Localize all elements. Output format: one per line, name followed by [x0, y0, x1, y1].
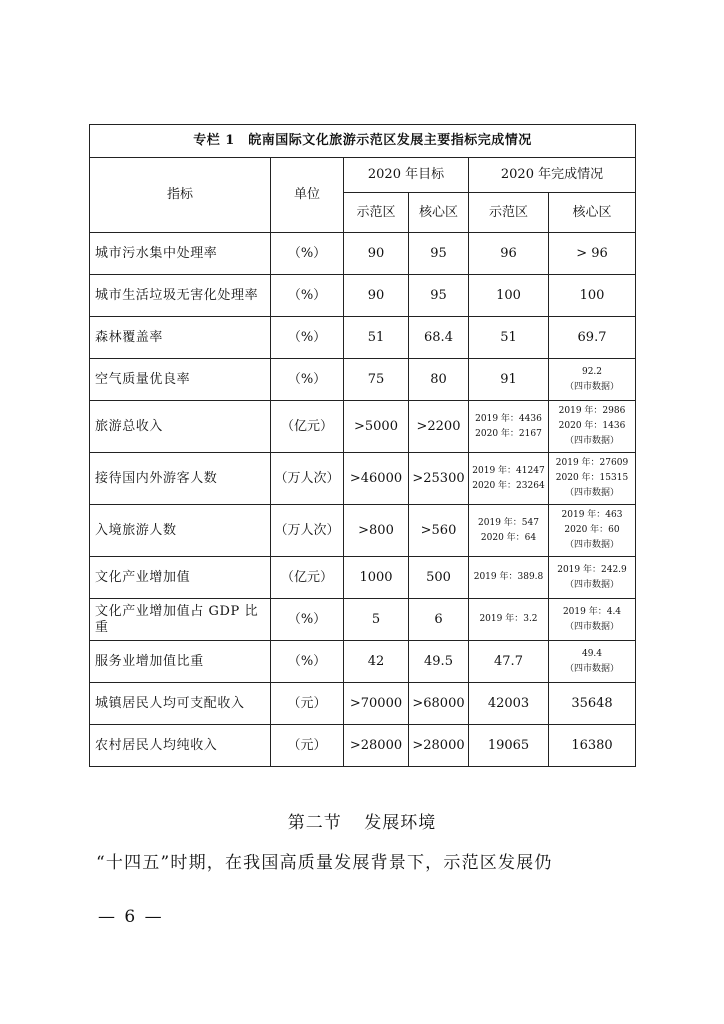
table-row: [90, 317, 636, 359]
target-demo-cell: 1000: [344, 557, 409, 599]
table-row: [90, 641, 636, 683]
header-2020-target: 2020 年目标: [344, 158, 469, 193]
unit-cell: （%）: [271, 233, 344, 275]
table-row: [90, 557, 636, 599]
actual-core-cell: [549, 359, 636, 401]
target-core-cell: 6: [409, 599, 469, 641]
unit-cell: （%）: [271, 641, 344, 683]
actual-demo-cell: [469, 275, 549, 317]
header-unit: 单位: [271, 158, 344, 233]
target-demo-cell: 90: [344, 275, 409, 317]
target-core-cell: 95: [409, 275, 469, 317]
indicator-cell: 城市生活垃圾无害化处理率: [90, 275, 271, 317]
cell-line: 42003: [487, 695, 530, 711]
header-actual-core-zone: 核心区: [549, 193, 636, 233]
target-demo-cell: 51: [344, 317, 409, 359]
cell-line: 2020 年：60: [564, 525, 620, 535]
indicator-table: [89, 124, 636, 767]
cell-line: 2019 年：3.2: [479, 614, 538, 624]
cell-line: 100: [579, 287, 605, 303]
cell-line: 16380: [571, 737, 613, 753]
actual-demo-cell: [469, 317, 549, 359]
cell-line: 2020 年：1436: [558, 421, 626, 431]
table-row: [90, 275, 636, 317]
cell-line: 49.4: [581, 648, 603, 659]
actual-core-cell: [549, 599, 636, 641]
actual-demo-cell: [469, 505, 549, 557]
target-core-cell: >28000: [409, 725, 469, 767]
indicator-cell: 空气质量优良率: [90, 359, 271, 401]
cell-line: 96: [500, 245, 517, 261]
actual-core-cell: [549, 453, 636, 505]
actual-demo-cell: [469, 725, 549, 767]
header-indicator: 指标: [90, 158, 271, 233]
target-demo-cell: >46000: [344, 453, 409, 505]
cell-line: （四市数据）: [565, 621, 620, 632]
header-target-demo-zone: 示范区: [344, 193, 409, 233]
table-row: [90, 359, 636, 401]
actual-core-cell: [549, 505, 636, 557]
cell-line: 2020 年：2167: [475, 428, 542, 439]
unit-cell: （%）: [271, 317, 344, 359]
cell-line: （四市数据）: [565, 436, 620, 446]
actual-demo-cell: [469, 233, 549, 275]
table-row: [90, 725, 636, 767]
target-demo-cell: 42: [344, 641, 409, 683]
indicator-cell: 文化产业增加值占 GDP 比重: [90, 599, 271, 641]
body-paragraph: “十四五”时期，在我国高质量发展背景下，示范区发展仍: [96, 853, 553, 873]
actual-demo-cell: [469, 683, 549, 725]
header-actual-demo-zone: 示范区: [469, 193, 549, 233]
table-row: [90, 505, 636, 557]
cell-line: > 96: [576, 245, 608, 261]
section-number: 第二节: [287, 813, 342, 833]
cell-line: 19065: [487, 737, 530, 753]
target-demo-cell: 5: [344, 599, 409, 641]
cell-line: 35648: [571, 695, 613, 711]
cell-line: 91: [500, 371, 517, 387]
target-core-cell: >68000: [409, 683, 469, 725]
indicator-cell: 森林覆盖率: [90, 317, 271, 359]
table-row: [90, 233, 636, 275]
target-core-cell: 80: [409, 359, 469, 401]
actual-core-cell: [549, 275, 636, 317]
actual-core-cell: [549, 683, 636, 725]
target-core-cell: >560: [409, 505, 469, 557]
target-core-cell: >2200: [409, 401, 469, 453]
table-row: [90, 401, 636, 453]
table-row: [90, 683, 636, 725]
cell-line: 2020 年：15315: [555, 473, 629, 483]
actual-demo-cell: [469, 599, 549, 641]
cell-line: 2020 年：64: [480, 532, 537, 543]
target-core-cell: 68.4: [409, 317, 469, 359]
indicator-cell: 入境旅游人数: [90, 505, 271, 557]
unit-cell: （元）: [271, 725, 344, 767]
actual-demo-cell: [469, 453, 549, 505]
actual-demo-cell: [469, 557, 549, 599]
indicator-cell: 文化产业增加值: [90, 557, 271, 599]
cell-line: （四市数据）: [565, 579, 620, 590]
target-demo-cell: 90: [344, 233, 409, 275]
unit-cell: （亿元）: [271, 401, 344, 453]
indicator-cell: 服务业增加值比重: [90, 641, 271, 683]
cell-line: 2019 年：4436: [475, 413, 542, 424]
section-title: 发展环境: [364, 813, 437, 833]
unit-cell: （万人次）: [271, 505, 344, 557]
section-heading: [0, 808, 724, 833]
target-demo-cell: >28000: [344, 725, 409, 767]
indicator-cell: 城市污水集中处理率: [90, 233, 271, 275]
cell-line: 2019 年：242.9: [557, 564, 627, 575]
header-2020-actual: 2020 年完成情况: [469, 158, 636, 193]
unit-cell: （%）: [271, 359, 344, 401]
cell-line: （四市数据）: [565, 488, 620, 498]
unit-cell: （万人次）: [271, 453, 344, 505]
target-core-cell: >25300: [409, 453, 469, 505]
cell-line: （四市数据）: [565, 663, 620, 674]
target-demo-cell: >800: [344, 505, 409, 557]
cell-line: 2020 年：23264: [472, 480, 545, 491]
actual-core-cell: [549, 641, 636, 683]
indicator-cell: 接待国内外游客人数: [90, 453, 271, 505]
actual-core-cell: [549, 317, 636, 359]
target-core-cell: 49.5: [409, 641, 469, 683]
cell-line: 100: [496, 287, 521, 303]
table-row: [90, 599, 636, 641]
cell-line: 69.7: [577, 329, 607, 345]
actual-demo-cell: [469, 401, 549, 453]
cell-line: 2019 年：547: [478, 517, 539, 528]
cell-line: 2019 年：2986: [558, 406, 626, 416]
cell-line: 92.2: [581, 366, 603, 377]
unit-cell: （%）: [271, 599, 344, 641]
indicator-cell: 城镇居民人均可支配收入: [90, 683, 271, 725]
cell-line: 2019 年：4.4: [562, 606, 622, 617]
indicator-cell: 旅游总收入: [90, 401, 271, 453]
cell-line: 2019 年：463: [561, 510, 623, 520]
table-row: [90, 453, 636, 505]
cell-line: 47.7: [494, 653, 523, 669]
actual-core-cell: [549, 725, 636, 767]
cell-line: 2019 年：27609: [555, 458, 629, 468]
cell-line: （四市数据）: [565, 540, 620, 550]
actual-demo-cell: [469, 359, 549, 401]
target-demo-cell: >5000: [344, 401, 409, 453]
cell-line: 2019 年：389.8: [473, 572, 544, 582]
cell-line: （四市数据）: [565, 381, 620, 392]
unit-cell: （元）: [271, 683, 344, 725]
unit-cell: （%）: [271, 275, 344, 317]
unit-cell: （亿元）: [271, 557, 344, 599]
target-core-cell: 500: [409, 557, 469, 599]
actual-core-cell: [549, 401, 636, 453]
actual-core-cell: [549, 557, 636, 599]
header-target-core-zone: 核心区: [409, 193, 469, 233]
actual-core-cell: [549, 233, 636, 275]
target-demo-cell: >70000: [344, 683, 409, 725]
cell-line: 51: [500, 329, 517, 345]
cell-line: 2019 年：41247: [472, 465, 545, 476]
target-demo-cell: 75: [344, 359, 409, 401]
table-title: 专栏 1 皖南国际文化旅游示范区发展主要指标完成情况: [90, 125, 636, 158]
target-core-cell: 95: [409, 233, 469, 275]
page-number: — 6 —: [98, 907, 164, 927]
indicator-cell: 农村居民人均纯收入: [90, 725, 271, 767]
actual-demo-cell: [469, 641, 549, 683]
